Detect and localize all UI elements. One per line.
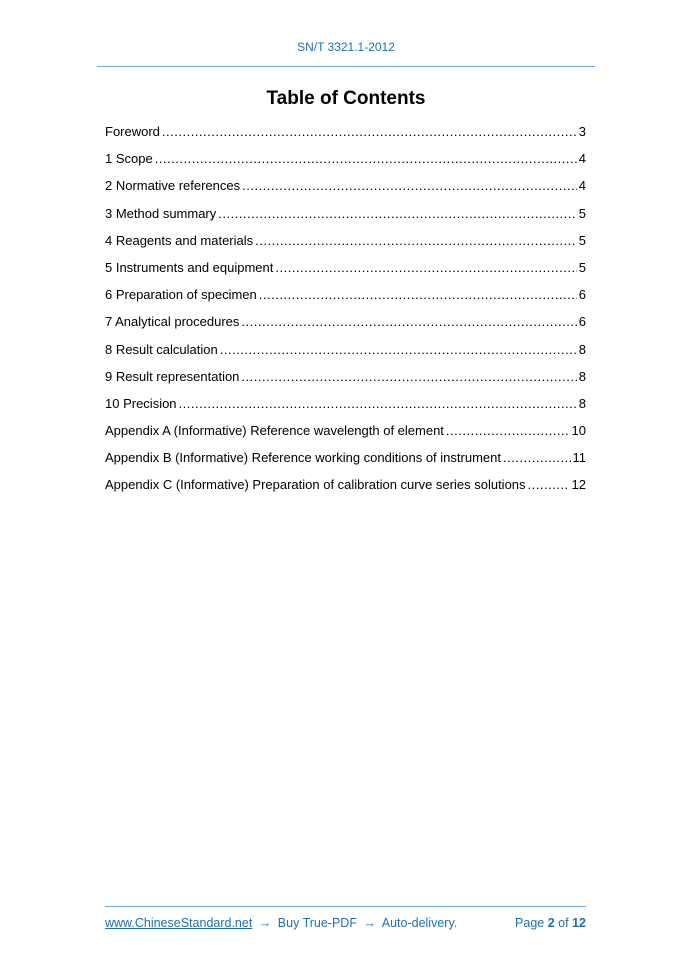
toc-entry-analytical-procedures[interactable] [105,313,586,340]
toc-entry-result-calculation[interactable] [105,341,586,368]
header-divider [97,66,595,67]
toc-entry-preparation-of-specimen[interactable] [105,286,586,313]
toc-entry-foreword[interactable] [105,123,586,150]
toc-entry-label: 3 Method summary [105,205,217,221]
toc-entry-page: 3 [578,124,586,139]
toc-dot-leader [503,449,571,466]
arrow-right-icon: → [363,916,376,930]
toc-entry-page: 4 [578,151,586,167]
toc-entry-label: 9 Result representation [105,368,240,384]
toc-list [105,123,586,504]
toc-dot-leader [255,232,577,249]
toc-dot-leader [275,259,576,276]
toc-entry-page: 8 [578,341,586,357]
toc-entry-page: 8 [578,368,586,384]
running-header: SN/T 3321.1-2012 [297,40,395,54]
toc-dot-leader [241,368,576,385]
current-page-number: 2 [547,916,555,930]
toc-dot-leader [218,205,577,222]
toc-entry-result-representation[interactable] [105,368,586,395]
footer-divider [105,906,586,907]
toc-dot-leader [155,150,577,167]
toc-entry-label: 10 Precision [105,395,177,411]
toc-entry-precision[interactable] [105,395,586,422]
toc-dot-leader [446,422,570,439]
toc-entry-label: 4 Reagents and materials [105,232,254,248]
toc-entry-label: 5 Instruments and equipment [105,259,274,275]
page-footer [105,916,586,930]
toc-entry-scope[interactable] [105,150,586,177]
toc-entry-label: 2 Normative references [105,178,241,194]
toc-entry-page: 6 [578,314,586,330]
arrow-right-icon: → [258,916,272,930]
toc-entry-reagents-and-materials[interactable] [105,232,586,259]
toc-dot-leader [220,341,577,358]
toc-entry-label: 7 Analytical procedures [105,314,240,330]
toc-entry-appendix-a[interactable] [105,422,586,449]
toc-dot-leader [528,476,570,493]
auto-delivery-text: Auto-delivery. [381,916,458,930]
page-word: Page [515,916,545,930]
toc-entry-normative-references[interactable] [105,177,586,204]
toc-entry-page: 11 [572,450,586,466]
toc-entry-label: Appendix C (Informative) Preparation of calibration curve series solutions [105,477,526,493]
toc-entry-page: 12 [571,477,586,493]
toc-dot-leader [242,177,577,194]
toc-title: Table of Contents [266,88,426,109]
buy-true-pdf-text: Buy True-PDF [277,916,357,930]
toc-entry-label: Foreword [105,124,160,139]
toc-entry-method-summary[interactable] [105,205,586,232]
toc-entry-appendix-b[interactable] [105,449,586,476]
footer-promo [105,916,457,930]
page-indicator [515,916,586,930]
total-pages-number: 12 [572,916,586,930]
of-word: of [558,916,569,930]
toc-entry-page: 8 [578,395,586,411]
toc-entry-page: 5 [578,259,586,275]
toc-entry-label: 6 Preparation of specimen [105,287,257,303]
toc-entry-label: 1 Scope [105,151,153,167]
toc-entry-page: 4 [578,178,586,194]
toc-entry-page: 5 [578,205,586,221]
toc-entry-label: Appendix A (Informative) Reference wavelength of element [105,423,444,439]
toc-dot-leader [241,313,576,330]
toc-entry-instruments-and-equipment[interactable] [105,259,586,286]
toc-entry-page: 5 [578,232,586,248]
toc-entry-page: 10 [571,423,586,439]
toc-dot-leader [259,286,577,303]
toc-dot-leader [162,123,577,140]
toc-entry-appendix-c[interactable] [105,476,586,503]
website-link[interactable]: www.ChineseStandard.net [105,916,253,930]
toc-entry-page: 6 [578,287,586,303]
toc-entry-label: 8 Result calculation [105,341,218,357]
toc-entry-label: Appendix B (Informative) Reference working conditions of instrument [105,450,501,466]
toc-dot-leader [179,395,577,412]
